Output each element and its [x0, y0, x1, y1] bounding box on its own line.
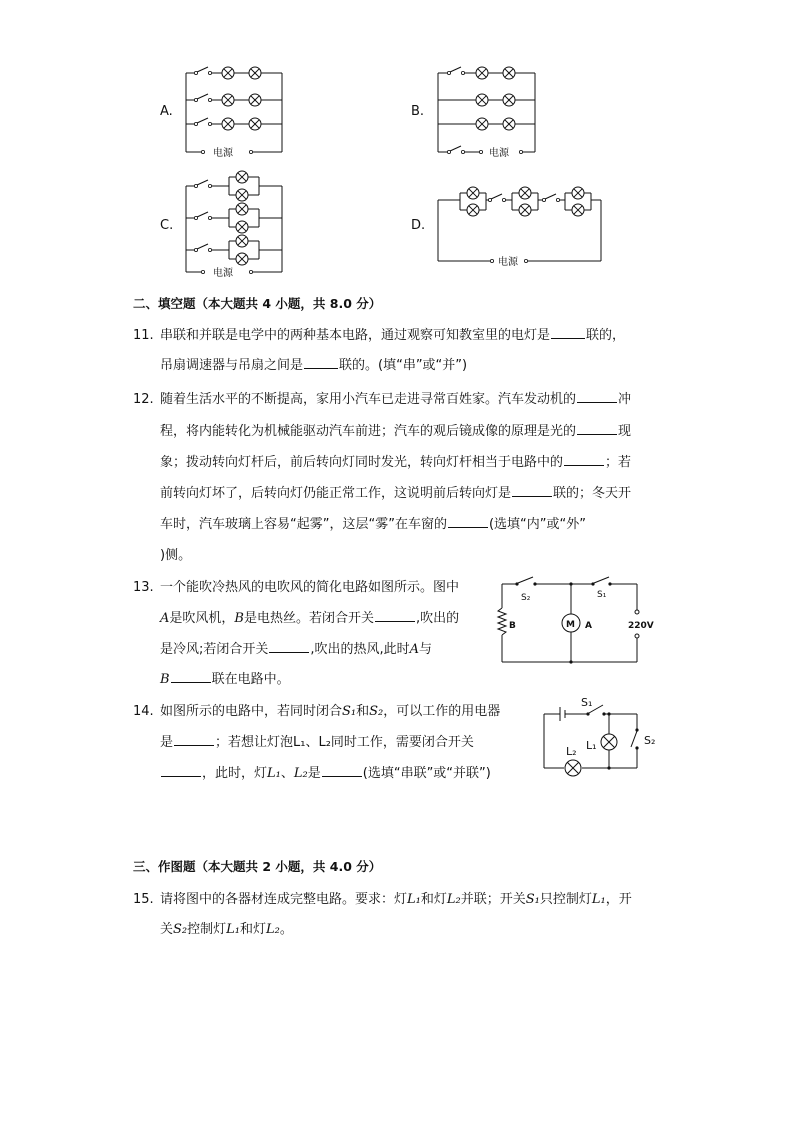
power-label-c: 电源	[213, 268, 233, 279]
q13-motor-label: M	[566, 620, 575, 630]
option-c-label[interactable]: C.	[160, 218, 174, 233]
option-b-label[interactable]: B.	[411, 104, 425, 119]
power-label-b: 电源	[489, 148, 509, 159]
q14-s1-label: S₁	[581, 696, 593, 709]
q11-line1: 串联和并联是电学中的两种基本电路，通过观察可知教室里的电灯是 联的，	[160, 328, 626, 343]
q14-l2-label: L₂	[566, 745, 577, 758]
q14-line2: 是 ；若想让灯泡L₁、L₂同时工作，需要闭合开关	[160, 735, 474, 750]
section-2-title: 二、填空题（本大题共 4 小题，共 8.0 分）	[133, 296, 382, 311]
q14-l1-label: L₁	[586, 739, 597, 752]
q12-line6: )侧。	[160, 548, 192, 563]
q12-line4: 前转向灯坏了，后转向灯仍能正常工作，这说明前后转向灯是 联的；冬天开	[160, 486, 632, 501]
q13-line4: B 联在电路中。	[160, 672, 290, 687]
power-label-a: 电源	[213, 148, 233, 159]
q13-b-label: B	[509, 621, 516, 631]
option-d-label[interactable]: D.	[411, 218, 426, 233]
q13-s2-label: S₂	[521, 593, 531, 603]
q14-s2-label: S₂	[644, 734, 656, 747]
q15-line2: 关S₂控制灯L₁和灯L₂。	[160, 922, 293, 937]
q14-line3: ，此时，灯L₁、L₂是 (选填“串联”或“并联”)	[160, 764, 491, 784]
q13-line1: 一个能吹冷热风的电吹风的简化电路如图所示。图中	[160, 580, 460, 595]
q12-line2: 程，将内能转化为机械能驱动汽车前进；汽车的观后镜成像的原理是光的 现	[160, 424, 632, 439]
q12-line3: 象；拨动转向灯杆后，前后转向灯同时发光，转向灯杆相当于电路中的 ；若	[160, 455, 632, 470]
power-label-d: 电源	[498, 257, 518, 268]
q11-number: 11.	[133, 328, 154, 343]
q13-line3: 是冷风;若闭合开关 ,吹出的热风,此时A与	[160, 642, 433, 657]
q14-line1: 如图所示的电路中，若同时闭合S₁和S₂，可以工作的用电器	[160, 704, 501, 719]
q12-line1: 随着生活水平的不断提高，家用小汽车已走进寻常百姓家。汽车发动机的 冲	[160, 392, 632, 407]
q12-line5: 车时，汽车玻璃上容易“起雾”，这层“雾”在车窗的 (选填“内”或“外”	[160, 517, 586, 532]
q11-line2: 吊扇调速器与吊扇之间是 联的。(填“串”或“并”)	[160, 358, 468, 373]
q15-number: 15.	[133, 892, 154, 907]
q15-line1: 请将图中的各器材连成完整电路。要求：灯L₁和灯L₂并联；开关S₁只控制灯L₁，开	[160, 892, 632, 907]
q13-voltage-label: 220V	[628, 621, 654, 631]
q13-a-label: A	[585, 621, 592, 631]
q13-line2: A是吹风机，B是电热丝。若闭合开关 ,吹出的	[160, 611, 460, 626]
q13-number: 13.	[133, 580, 154, 595]
q12-number: 12.	[133, 392, 154, 407]
q14-number: 14.	[133, 704, 154, 719]
q13-s1-label: S₁	[597, 590, 607, 600]
section-3-title: 三、作图题（本大题共 2 小题，共 4.0 分）	[133, 859, 382, 874]
option-a-label[interactable]: A.	[160, 104, 173, 119]
